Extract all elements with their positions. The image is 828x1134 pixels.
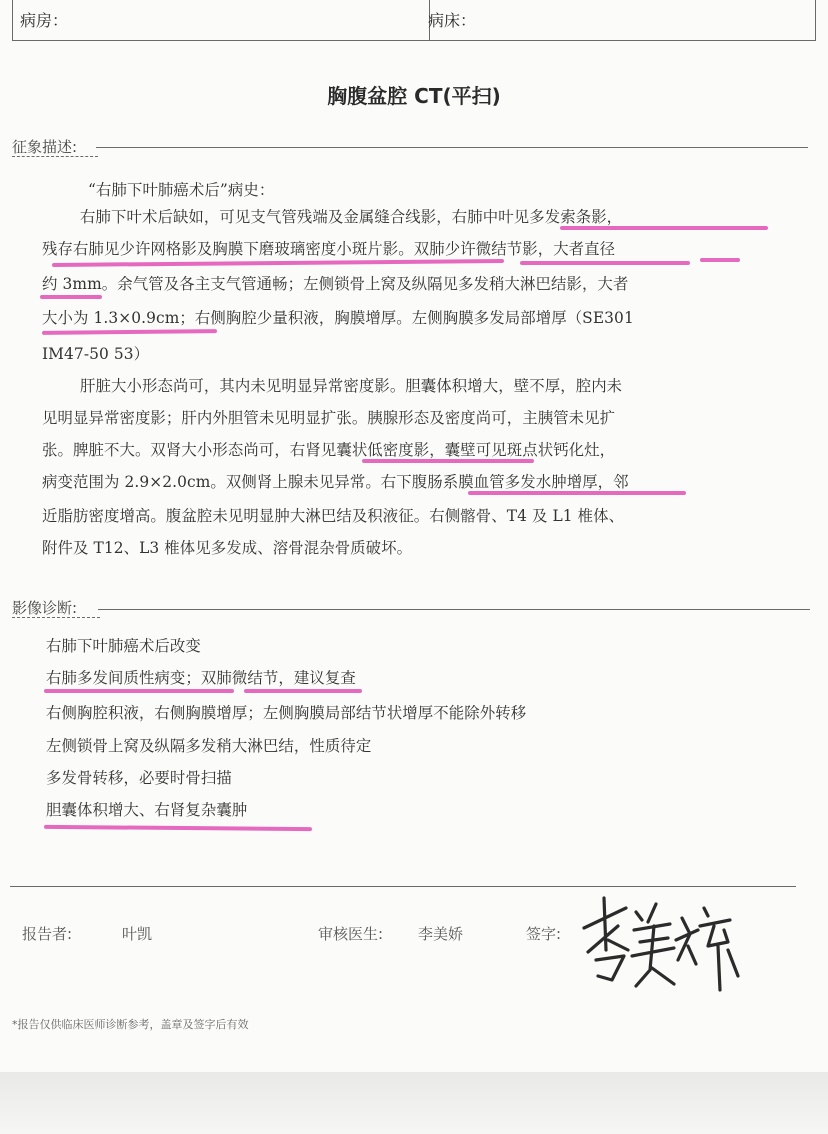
footer-rule bbox=[10, 886, 796, 887]
findings-heading-underline bbox=[12, 156, 98, 157]
reporter-label: 报告者: bbox=[22, 925, 73, 943]
diagnosis-rule bbox=[98, 609, 810, 610]
findings-rule bbox=[96, 147, 808, 148]
finding-line: 大小为 1.3×0.9cm；右侧胸腔少量积液，胸膜增厚。左侧胸膜多发局部增厚（SE301 bbox=[42, 309, 634, 327]
highlight-mark bbox=[362, 459, 534, 463]
diagnosis-heading: 影像诊断: bbox=[12, 599, 78, 617]
diagnosis-line: 右肺多发间质性病变；双肺微结节，建议复查 bbox=[46, 669, 356, 687]
diagnosis-line: 左侧锁骨上窝及纵隔多发稍大淋巴结，性质待定 bbox=[46, 737, 372, 755]
highlight-mark bbox=[52, 259, 504, 267]
finding-line: 约 3mm。余气管及各主支气管通畅；左侧锁骨上窝及纵隔见多发稍大淋巴结影，大者 bbox=[42, 275, 629, 293]
highlight-mark bbox=[44, 689, 234, 693]
finding-line: 近脂肪密度增高。腹盆腔未见明显肿大淋巴结及积液征。右侧髂骨、T4 及 L1 椎体、 bbox=[42, 507, 625, 525]
highlight-mark bbox=[42, 329, 217, 335]
handwritten-signature bbox=[578, 890, 743, 1000]
finding-line: 右肺下叶术后缺如，可见支气管残端及金属缝合线影，右肺中叶见多发索条影， bbox=[80, 208, 623, 226]
page-bottom-shadow bbox=[0, 1072, 828, 1134]
highlight-mark bbox=[40, 295, 102, 299]
diagnosis-heading-underline bbox=[12, 617, 100, 618]
highlight-mark bbox=[520, 261, 690, 265]
diagnosis-line: 右侧胸腔积液，右侧胸膜增厚；左侧胸膜局部结节状增厚不能除外转移 bbox=[46, 704, 527, 722]
highlight-mark bbox=[560, 226, 768, 230]
highlight-mark bbox=[700, 258, 740, 262]
highlight-mark bbox=[468, 491, 686, 495]
report-title: 胸腹盆腔 CT(平扫) bbox=[327, 84, 501, 108]
finding-line: 病变范围为 2.9×2.0cm。双侧肾上腺未见异常。右下腹肠系膜血管多发水肿增厚，邻 bbox=[42, 473, 629, 491]
ward-label: 病房： bbox=[20, 11, 69, 30]
finding-line: 张。脾脏不大。双肾大小形态尚可，右肾见囊状低密度影，囊壁可见斑点状钙化灶， bbox=[42, 441, 616, 459]
diagnosis-line: 右肺下叶肺癌术后改变 bbox=[46, 637, 201, 655]
bed-label: 病床： bbox=[428, 11, 477, 30]
reporter-name: 叶凯 bbox=[122, 925, 153, 943]
reviewer-name: 李美娇 bbox=[418, 925, 464, 943]
sign-label: 签字: bbox=[526, 925, 562, 943]
diagnosis-line: 胆囊体积增大、右肾复杂囊肿 bbox=[46, 801, 248, 819]
finding-line: 见明显异常密度影；肝内外胆管未见明显扩张。胰腺形态及密度尚可，主胰管未见扩 bbox=[42, 409, 616, 427]
diagnosis-line: 多发骨转移，必要时骨扫描 bbox=[46, 769, 232, 787]
finding-line: 残存右肺见少许网格影及胸膜下磨玻璃密度小斑片影。双肺少许微结节影，大者直径 bbox=[42, 240, 616, 258]
disclaimer-note: *报告仅供临床医师诊断参考，盖章及签字后有效 bbox=[12, 1018, 249, 1031]
findings-heading: 征象描述: bbox=[12, 138, 78, 156]
header-box bbox=[12, 0, 816, 41]
finding-line: IM47-50 53） bbox=[42, 345, 150, 363]
finding-line: “右肺下叶肺癌术后”病史： bbox=[88, 181, 275, 199]
finding-line: 附件及 T12、L3 椎体见多发成、溶骨混杂骨质破坏。 bbox=[42, 539, 413, 557]
finding-line: 肝脏大小形态尚可，其内未见明显异常密度影。胆囊体积增大，壁不厚，腔内未 bbox=[80, 377, 623, 395]
reviewer-label: 审核医生: bbox=[318, 925, 384, 943]
highlight-mark bbox=[44, 825, 312, 831]
highlight-mark bbox=[244, 689, 362, 693]
